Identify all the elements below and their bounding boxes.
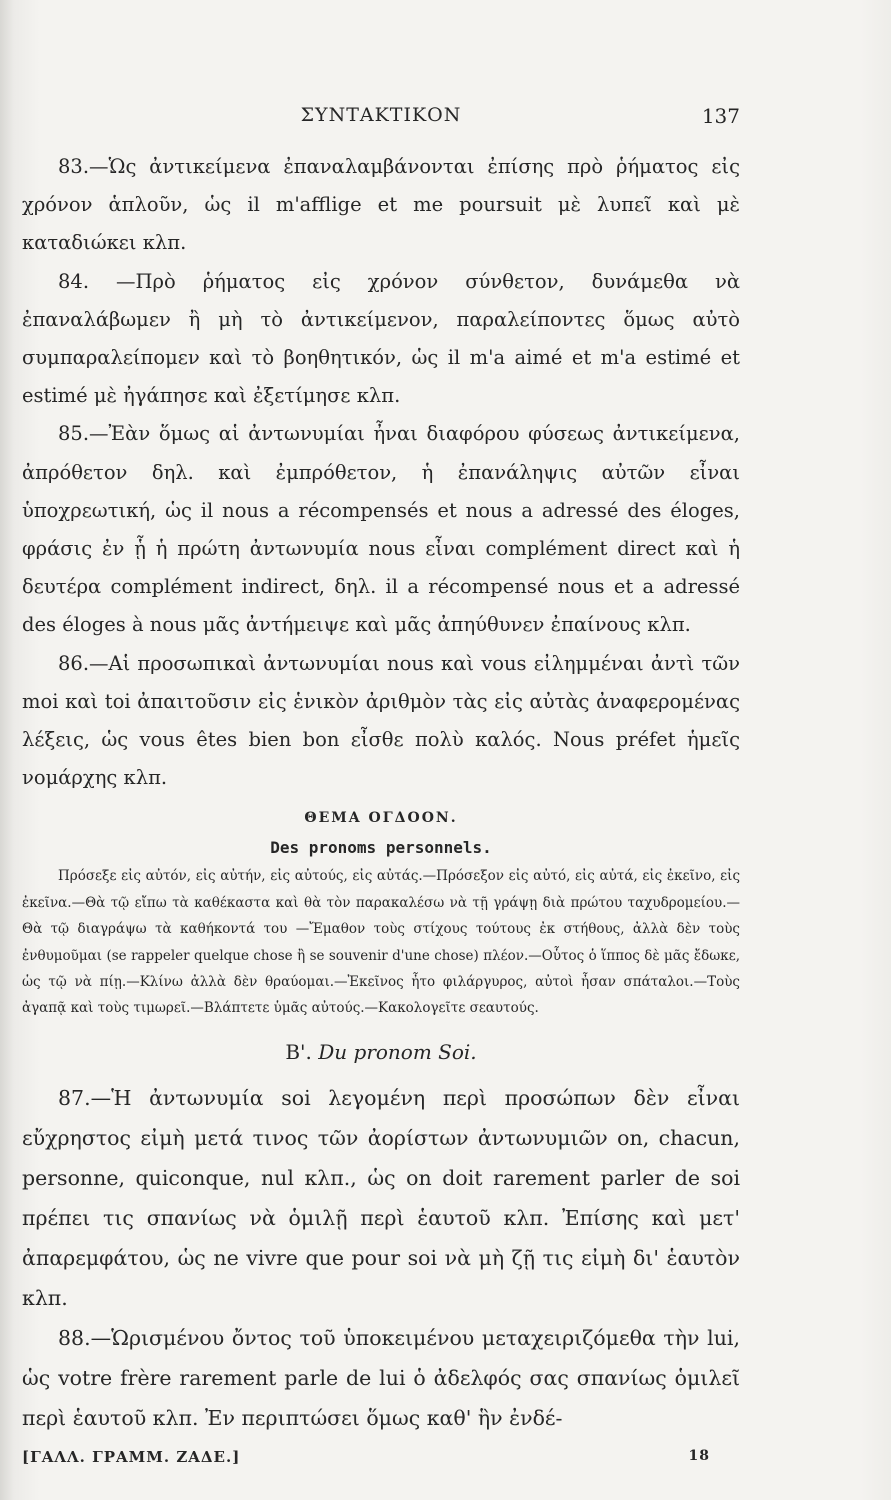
paragraph-87: 87.—Ἡ ἀντωνυμία soi λεγομένη περὶ προσώπων δὲν εἶναι εὔχρηστος εἰμὴ μετά τινος τῶν ἀορίστων ἀντωνυμιῶν on, chacun, personne, quiconque, nul κλπ., ὡς on doit rarement parler de soi πρέπει τις σπανίως νὰ ὁμιλῇ περὶ ἑαυτοῦ κλπ. Ἐπίσης καὶ μετ' ἀπαρεμφάτου, ὡς ne vivre que pour soi νὰ μὴ ζῇ τις εἰμὴ δι' ἑαυτὸν κλπ. [22,1085,740,1310]
page-footer [22,1448,740,1466]
signature-mark: 18 [688,1448,710,1464]
page-header [22,104,740,128]
paragraph-84: 84. —Πρὸ ῥήματος εἰς χρόνον σύνθετον, δυνάμεθα νὰ ἐπαναλάβωμεν ἢ μὴ τὸ ἀντικείμενον, παραλείποντες ὅμως αὐτὸ συμπαραλείπομεν καὶ τὸ βοηθητικόν, ὡς il m'a aimé et m'a estimé et estimé μὲ ἠγάπησε καὶ ἐξετίμησε κλπ. [22,269,740,408]
paragraph-85: 85.—Ἐὰν ὅμως αἱ ἀντωνυμίαι ἦναι διαφόρου φύσεως ἀντικείμενα, ἀπρόθετον δηλ. καὶ ἐμπρόθετον, ἡ ἐπανάληψις αὐτῶν εἶναι ὑποχρεωτική, ὡς il nous a récompensés et nous a adressé des éloges, φράσις ἐν ᾗ ἡ πρώτη ἀντωνυμία nous εἶναι complément direct καὶ ἡ δευτέρα complément indirect, δηλ. il a récompensé nous et a adressé des éloges à nous μᾶς ἀντήμειψε καὶ μᾶς ἀπηύθυνεν ἐπαίνους κλπ. [22,422,740,637]
section-title: Du pronom Soi. [318,1039,477,1064]
page-number: 137 [701,104,740,128]
section-prefix: Β'. [285,1039,312,1064]
theme-subtitle: Des pronoms personnels. [270,838,492,858]
paragraph-86: 86.—Αἱ προσωπικαὶ ἀντωνυμίαι nous καὶ vous εἰλημμέναι ἀντὶ τῶν moi καὶ toi ἀπαιτοῦσιν εἰς ἑνικὸν ἀριθμὸν τὰς εἰς αὐτὰς ἀναφερομένας λέξεις, ὡς vous êtes bien bon εἶσθε πολὺ καλός. Nous préfet ἡμεῖς νομάρχης κλπ. [22,651,740,790]
main-text [22,148,740,1438]
exercise-text: Πρόσεξε εἰς αὐτόν, εἰς αὐτήν, εἰς αὐτούς, εἰς αὐτάς.—Πρόσεξον εἰς αὐτό, εἰς αὐτά, εἰς ἐκεῖνο, εἰς ἐκεῖνα.—Θὰ τῷ εἴπω τὰ καθέκαστα καὶ θὰ τὸν παρακαλέσω νὰ τῇ γράψῃ διὰ πρώτου ταχυδρομείου.—Θὰ τῷ διαγράψω τὰ καθήκοντά του —Ἔμαθον τοὺς στίχους τούτους ἐκ στήθους, ἀλλὰ δὲν τοὺς ἐνθυμοῦμαι (se rappeler quelque chose ἢ se souvenir d'une chose) πλέον.—Οὗτος ὁ ἵππος δὲ μᾶς ἔδωκε, ὡς τῷ νὰ πίῃ.—Κλίνω ἀλλὰ δὲν θραύομαι.—Ἐκεῖνος ἦτο φιλάργυρος, αὐτοὶ ἦσαν σπάταλοι.—Τοὺς ἀγαπᾷ καὶ τοὺς τιμωρεῖ.—Βλάπτετε ὑμᾶς αὐτούς.—Κακολογεῖτε σεαυτούς. [22,868,740,1017]
imprint: [ΓΑΛΛ. ΓΡΑΜΜ. ΖΑΔΕ.] [22,1448,241,1466]
section-heading [22,1026,740,1078]
paragraph-83: 83.—Ὡς ἀντικείμενα ἐπαναλαμβάνονται ἐπίσης πρὸ ῥήματος εἰς χρόνον ἁπλοῦν, ὡς il m'afflige et me poursuit μὲ λυπεῖ καὶ μὲ καταδιώκει κλπ. [22,155,740,255]
paragraph-88: 88.—Ὡρισμένου ὄντος τοῦ ὑποκειμένου μεταχειριζόμεθα τὴν lui, ὡς votre frère rarement parle de lui ὁ ἀδελφός σας σπανίως ὁμιλεῖ περὶ ἑαυτοῦ κλπ. Ἐν περιπτώσει ὅμως καθ' ἣν ἐνδέ- [22,1325,740,1430]
running-title: ΣΥΝΤΑΚΤΙΚΟΝ [300,104,462,126]
theme-title: ΘΕΜΑ ΟΓΔΟΟΝ. [304,810,458,827]
